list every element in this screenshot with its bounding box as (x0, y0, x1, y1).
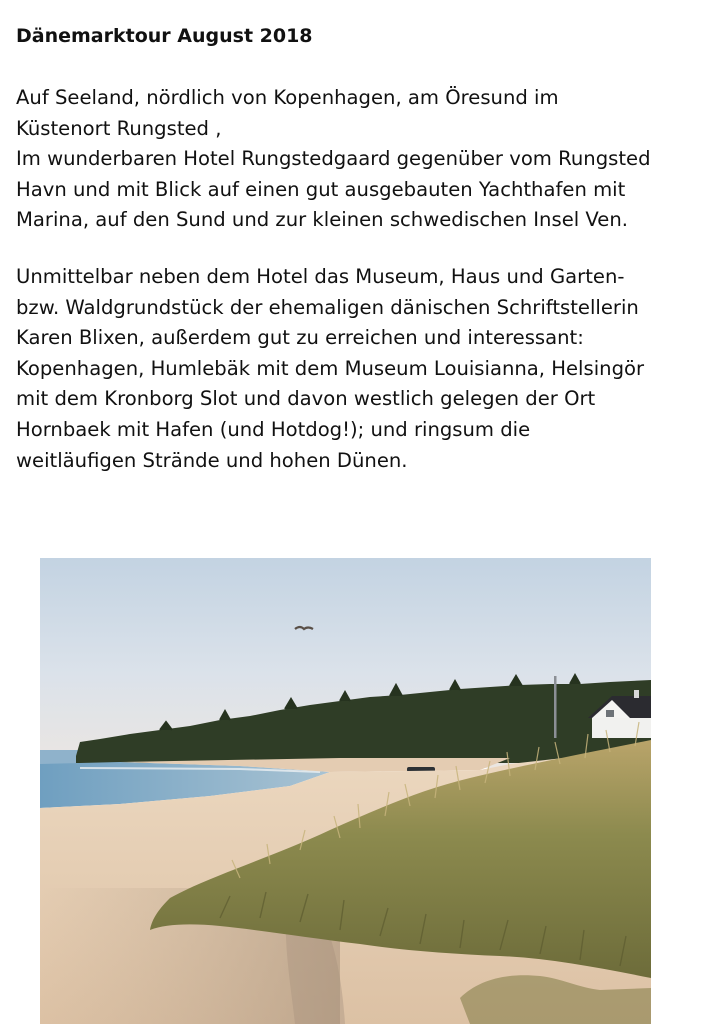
intro-paragraph (16, 83, 696, 236)
text-line: Unmittelbar neben dem Hotel das Museum, Haus und Garten- (16, 265, 625, 288)
page-title: Dänemarktour August 2018 (16, 25, 313, 47)
text-line: Küstenort Rungsted , (16, 116, 222, 140)
light-pole (554, 676, 557, 738)
text-line: Marina, auf den Sund und zur kleinen schwedischen Insel Ven. (16, 208, 628, 232)
sights-paragraph (16, 262, 696, 476)
text-line: Auf Seeland, nördlich von Kopenhagen, am Öresund im (16, 86, 559, 109)
beach-dunes-photo (40, 558, 651, 1024)
text-line: bzw. Waldgrundstück der ehemaligen dänischen Schriftstellerin (16, 295, 639, 319)
text-line: Kopenhagen, Humlebäk mit dem Museum Louisianna, Helsingör (16, 356, 645, 380)
text-line: Im wunderbaren Hotel Rungstedgaard gegenüber vom Rungsted (16, 147, 651, 171)
text-line: weitläufigen Strände und hohen Dünen. (16, 448, 408, 472)
text-line: Hornbaek mit Hafen (und Hotdog!); und ringsum die (16, 417, 531, 441)
text-line: Karen Blixen, außerdem gut zu erreichen und interessant: (16, 326, 584, 350)
text-line: Havn und mit Blick auf einen gut ausgebauten Yachthafen mit (16, 177, 626, 201)
photo-illustration (40, 558, 651, 1024)
text-line: mit dem Kronborg Slot und davon westlich gelegen der Ort (16, 387, 596, 411)
